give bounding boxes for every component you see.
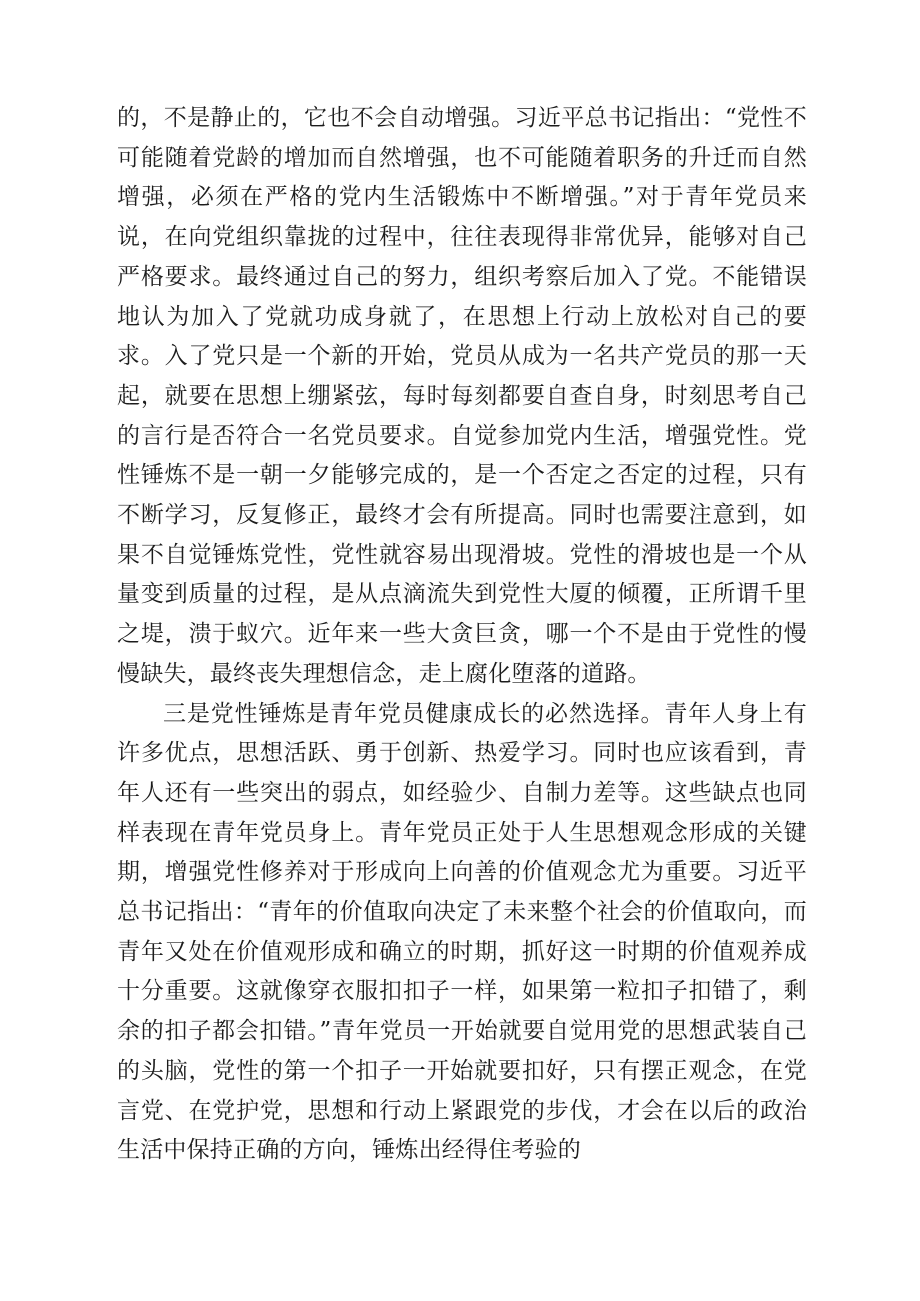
paragraph-third-point: 三是党性锤炼是青年党员健康成长的必然选择。青年人身上有许多优点，思想活跃、勇于创新、热爱学习。同时也应该看到，青年人还有一些突出的弱点，如经验少、自制力差等。这些缺点也同样表现在青年党员身上。青年党员正处于人生思想观念形成的关键期，增强党性修养对于形成向上向善的价值观念尤为重要。习近平总书记指出：“青年的价值取向决定了未来整个社会的价值取向，而青年又处在价值观形成和确立的时期，抓好这一时期的价值观养成十分重要。这就像穿衣服扣扣子一样，如果第一粒扣子扣错了，剩余的扣子都会扣错。”青年党员一开始就要自觉用党的思想武装自己的头脑，党性的第一个扣子一开始就要扣好，只有摆正观念，在党言党、在党护党，思想和行动上紧跟党的步伐，才会在以后的政治生活中保持正确的方向，锤炼出经得住考验的 [117,700,807,1164]
document-body [117,99,807,1171]
paragraph-continuation: 的，不是静止的，它也不会自动增强。习近平总书记指出：“党性不可能随着党龄的增加而自然增强，也不可能随着职务的升迁而自然增强，必须在严格的党内生活锻炼中不断增强。”对于青年党员来说，在向党组织靠拢的过程中，往往表现得非常优异，能够对自己严格要求。最终通过自己的努力，组织考察后加入了党。不能错误地认为加入了党就功成身就了，在思想上行动上放松对自己的要求。入了党只是一个新的开始，党员从成为一名共产党员的那一天起，就要在思想上绷紧弦，每时每刻都要自查自身，时刻思考自己的言行是否符合一名党员要求。自觉参加党内生活，增强党性。党性锤炼不是一朝一夕能够完成的，是一个否定之否定的过程，只有不断学习，反复修正，最终才会有所提高。同时也需要注意到，如果不自觉锤炼党性，党性就容易出现滑坡。党性的滑坡也是一个从量变到质量的过程，是从点滴流失到党性大厦的倾覆，正所谓千里之堤，溃于蚁穴。近年来一些大贪巨贪，哪一个不是由于党性的慢慢缺失，最终丧失理想信念，走上腐化堕落的道路。 [117,105,807,687]
